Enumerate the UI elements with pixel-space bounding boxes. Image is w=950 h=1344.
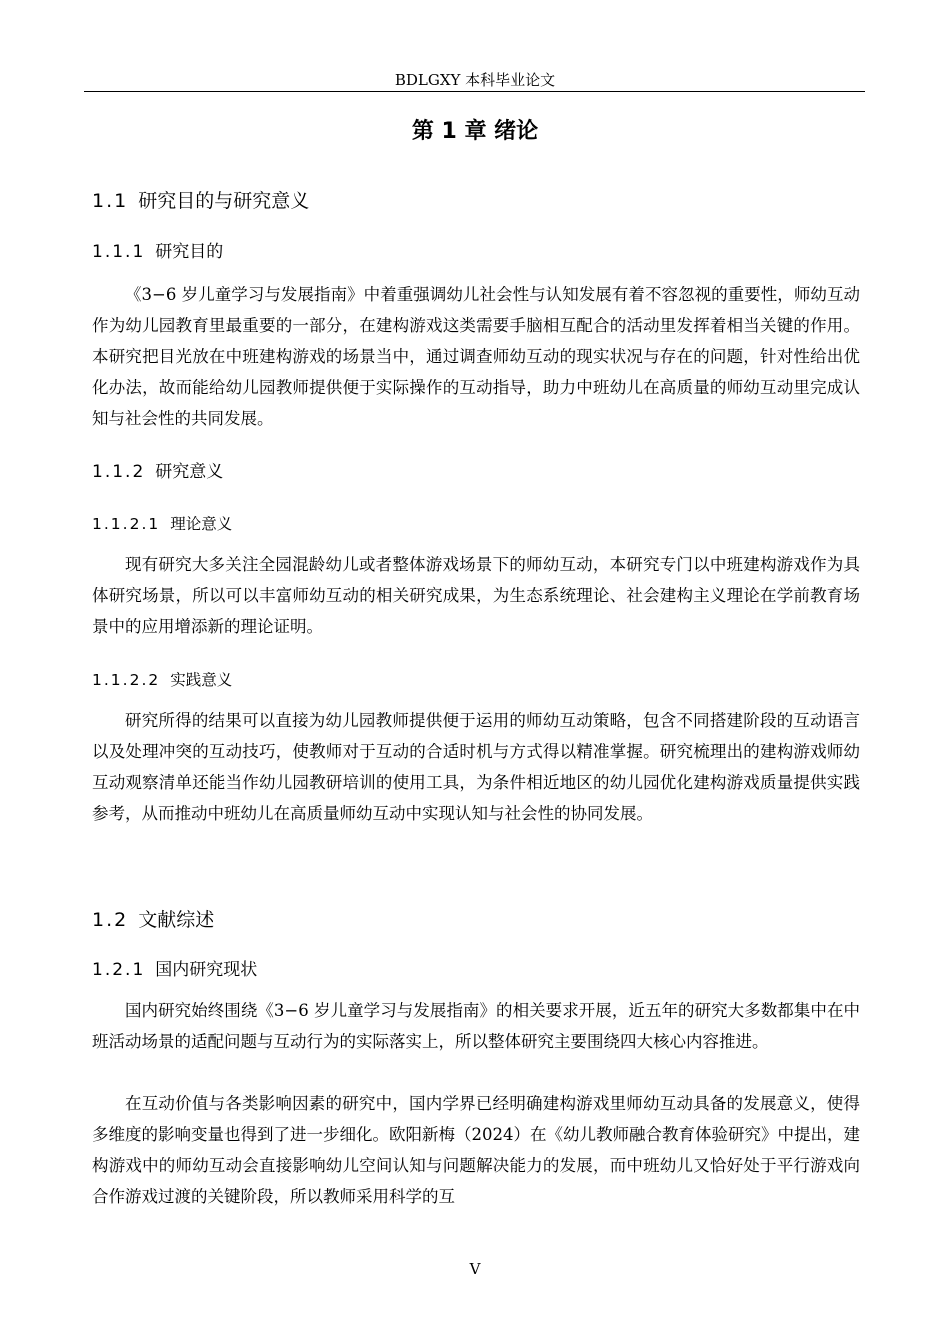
section-number: 1.2.1 [92, 960, 146, 980]
running-header: BDLGXY 本科毕业论文 [394, 71, 556, 89]
section-title: 国内研究现状 [155, 960, 258, 980]
paragraph-research-purpose: 《3−6 岁儿童学习与发展指南》中着重强调幼儿社会性与认知发展有着不容忽视的重要性，师幼互动作为幼儿园教育里最重要的一部分，在建构游戏这类需要手脑相互配合的活动里发挥着相当关键的作用。本研究把目光放在中班建构游戏的场景当中，通过调查师幼互动的现实状况与存在的问题，针对性给出优化办法，故而能给幼儿园教师提供便于实际操作的互动指导，助力中班幼儿在高质量的师幼互动里完成认知与社会性的共同发展。 [92, 285, 860, 428]
chapter-title: 第 1 章 绪论 [411, 119, 539, 144]
section-number: 1.1.2.1 [92, 515, 161, 533]
paragraph-domestic-research-detail: 在互动价值与各类影响因素的研究中，国内学界已经明确建构游戏里师幼互动具备的发展意义，使得多维度的影响变量也得到了进一步细化。欧阳新梅（2024）在《幼儿教师融合教育体验研究》中提出，建构游戏中的师幼互动会直接影响幼儿空间认知与问题解决能力的发展，而中班幼儿又恰好处于平行游戏向合作游戏过渡的关键阶段，所以教师采用科学的互 [92, 1094, 860, 1206]
section-heading-1-1-2-1 [92, 514, 232, 534]
section-title: 文献综述 [138, 909, 215, 931]
paragraph-domestic-research-intro: 国内研究始终围绕《3−6 岁儿童学习与发展指南》的相关要求开展，近五年的研究大多数都集中在中班活动场景的适配问题与互动行为的实际落实上，所以整体研究主要围绕四大核心内容推进。 [92, 1001, 860, 1051]
section-heading-1-2-1 [92, 959, 257, 981]
section-heading-1-1-1 [92, 241, 223, 263]
section-number: 1.1.2 [92, 462, 146, 482]
section-heading-1-1-2-2 [92, 670, 232, 690]
section-number: 1.1.1 [92, 242, 146, 262]
section-title: 研究意义 [155, 462, 224, 482]
section-number: 1.1.2.2 [92, 671, 161, 689]
section-title: 理论意义 [170, 515, 233, 533]
section-title: 实践意义 [170, 671, 233, 689]
page-number: V [469, 1260, 481, 1278]
section-number: 1.1 [92, 190, 129, 212]
section-title: 研究目的 [155, 242, 224, 262]
section-heading-1-2 [92, 908, 214, 932]
section-heading-1-1 [92, 189, 309, 213]
section-heading-1-1-2 [92, 461, 223, 483]
header-rule [84, 91, 865, 92]
section-number: 1.2 [92, 909, 129, 931]
section-title: 研究目的与研究意义 [138, 190, 310, 212]
paragraph-theoretical-significance: 现有研究大多关注全园混龄幼儿或者整体游戏场景下的师幼互动，本研究专门以中班建构游戏作为具体研究场景，所以可以丰富师幼互动的相关研究成果，为生态系统理论、社会建构主义理论在学前教育场景中的应用增添新的理论证明。 [92, 555, 860, 636]
paragraph-practical-significance: 研究所得的结果可以直接为幼儿园教师提供便于运用的师幼互动策略，包含不同搭建阶段的互动语言以及处理冲突的互动技巧，使教师对于互动的合适时机与方式得以精准掌握。研究梳理出的建构游戏师幼互动观察清单还能当作幼儿园教研培训的使用工具，为条件相近地区的幼儿园优化建构游戏质量提供实践参考，从而推动中班幼儿在高质量师幼互动中实现认知与社会性的协同发展。 [92, 711, 860, 823]
